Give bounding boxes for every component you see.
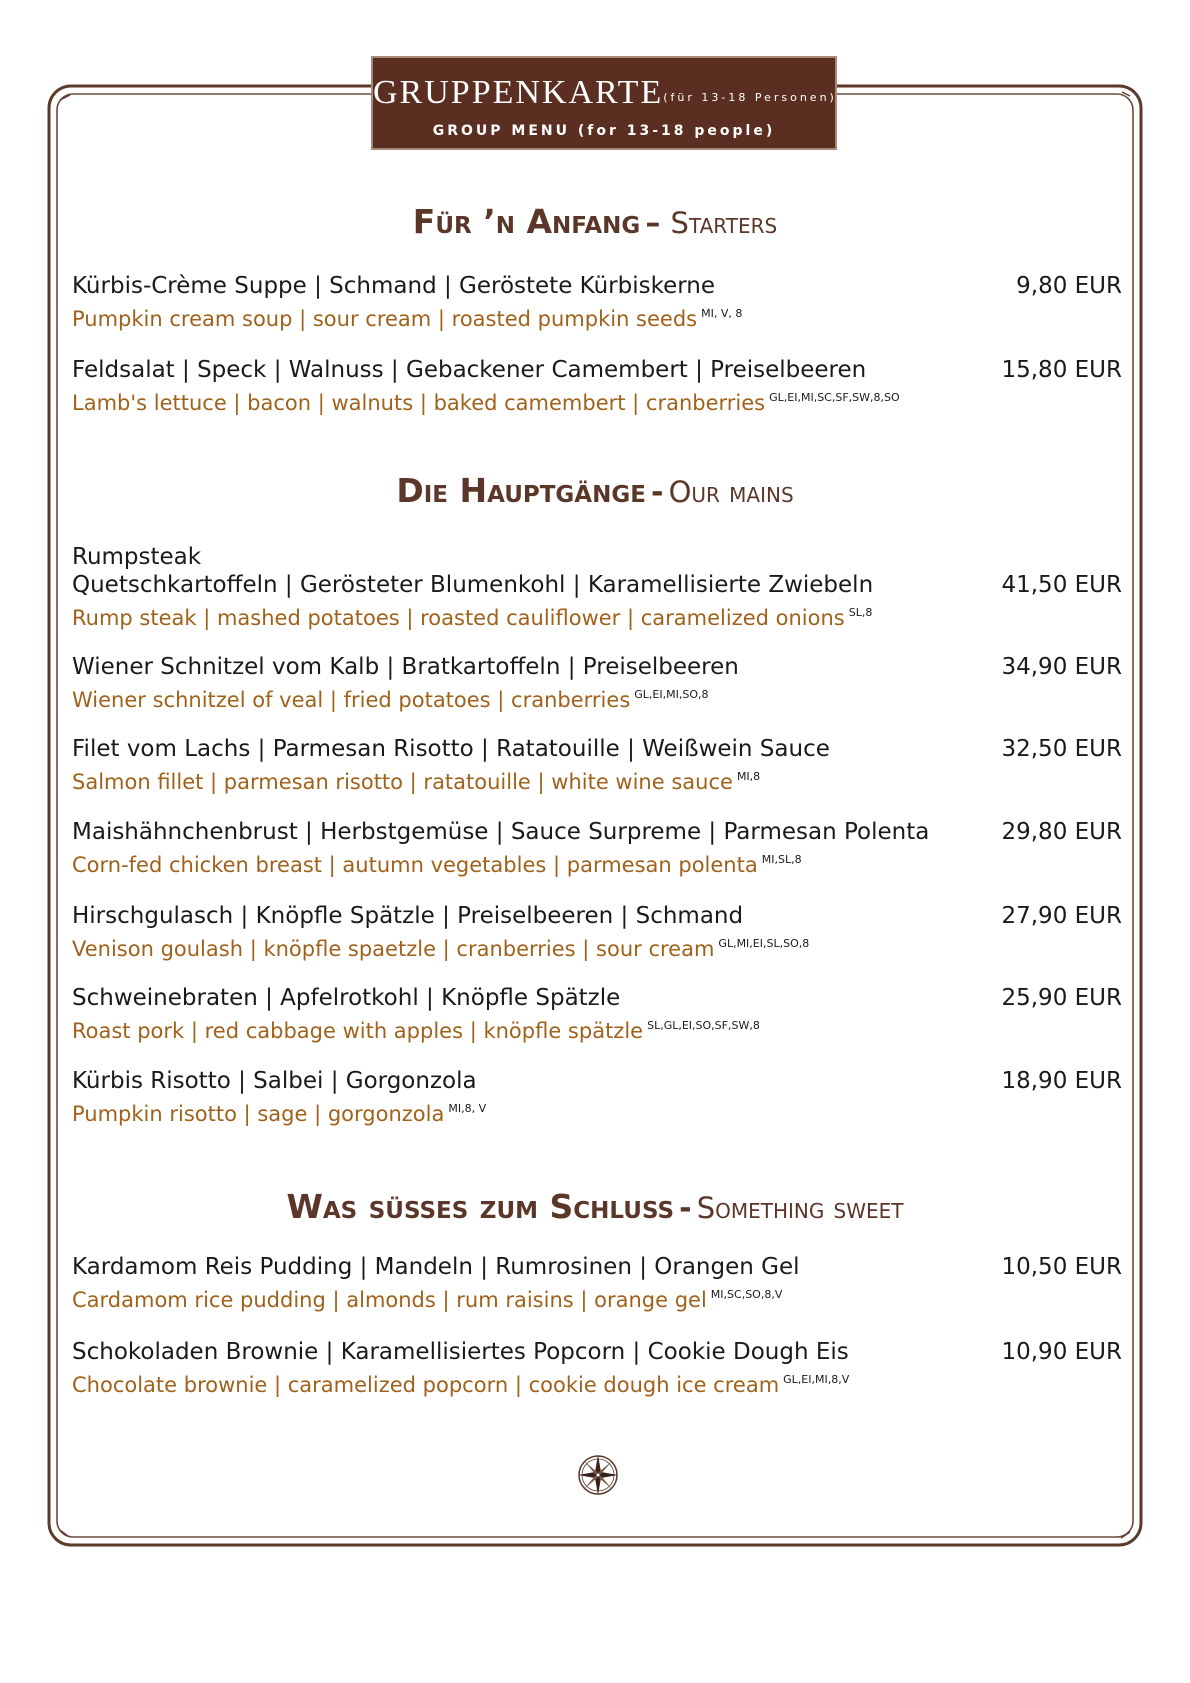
item-name-en: Lamb's lettuce | bacon | walnuts | baked camembert | cranberries $^{GL,EI,MI,SC,SF,SW,8,SO}$ xyxy=(72,391,900,415)
item-allergens: MI,SL,8 xyxy=(761,853,802,866)
item-allergens: GL,EI,MI,SO,8 xyxy=(634,688,709,701)
item-name-en: Venison goulash | knöpfle spaetzle | cranberries | sour cream $^{GL,MI,EI,SL,SO,8}$ xyxy=(72,937,810,961)
item-name-en: Roast pork | red cabbage with apples | knöpfle spätzle $^{SL,GL,EI,SO,SF,SW,8}$ xyxy=(72,1019,760,1043)
item-name-en: Cardamom rice pudding | almonds | rum raisins | orange gel $^{MI,SC,SO,8,V}$ xyxy=(72,1288,783,1312)
menu-item xyxy=(72,272,1122,333)
item-price: 9,80 EUR xyxy=(1016,273,1122,299)
item-name-de: Filet vom Lachs | Parmesan Risotto | Ratatouille | Weißwein Sauce xyxy=(72,736,830,762)
item-name-de: Maishähnchenbrust | Herbstgemüse | Sauce Surpreme | Parmesan Polenta xyxy=(72,819,930,845)
item-allergens: SL,GL,EI,SO,SF,SW,8 xyxy=(647,1019,760,1032)
item-name-en: Corn-fed chicken breast | autumn vegetables | parmesan polenta $^{MI,SL,8}$ xyxy=(72,853,802,877)
item-allergens: GL,EI,MI,SC,SF,SW,8,SO xyxy=(769,391,900,404)
item-price: 25,90 EUR xyxy=(1001,985,1122,1011)
item-name-en: Pumpkin risotto | sage | gorgonzola $^{MI,8, V}$ xyxy=(72,1102,487,1126)
menu-item xyxy=(72,735,1122,796)
item-name-de: Wiener Schnitzel vom Kalb | Bratkartoffeln | Preiselbeeren xyxy=(72,654,739,680)
item-name-de: Schweinebraten | Apfelrotkohl | Knöpfle Spätzle xyxy=(72,985,621,1011)
compass-rose-icon xyxy=(575,1452,621,1498)
item-name-de: Feldsalat | Speck | Walnuss | Gebackener Camembert | Preiselbeeren xyxy=(72,357,867,383)
menu-item xyxy=(72,1253,1122,1314)
item-name-en: Chocolate brownie | caramelized popcorn | cookie dough ice cream $^{GL,EI,MI,8,V}$ xyxy=(72,1373,850,1397)
item-name-de: Kardamom Reis Pudding | Mandeln | Rumrosinen | Orangen Gel xyxy=(72,1254,800,1280)
banner-subtitle: GROUP MENU (for 13-18 people) xyxy=(432,123,776,139)
menu-item xyxy=(72,984,1122,1045)
item-price: 29,80 EUR xyxy=(1001,819,1122,845)
item-name-en: Salmon fillet | parmesan risotto | ratatouille | white wine sauce $^{MI,8}$ xyxy=(72,770,761,794)
item-allergens: GL,MI,EI,SL,SO,8 xyxy=(718,937,810,950)
item-allergens: MI,SC,SO,8,V xyxy=(710,1288,783,1301)
item-price: 10,50 EUR xyxy=(1001,1254,1122,1280)
menu-item xyxy=(72,902,1122,963)
item-price: 34,90 EUR xyxy=(1001,654,1122,680)
banner-title-note: (für 13-18 Personen) xyxy=(663,91,837,104)
item-price: 10,90 EUR xyxy=(1001,1339,1122,1365)
menu-item xyxy=(72,1338,1122,1399)
item-price: 32,50 EUR xyxy=(1001,736,1122,762)
item-allergens: MI,8, V xyxy=(448,1102,487,1115)
banner-title: GRUPPENKARTE(für 13-18 Personen) xyxy=(373,74,837,111)
item-price: 41,50 EUR xyxy=(1001,572,1122,598)
item-name-de: Kürbis-Crème Suppe | Schmand | Geröstete Kürbiskerne xyxy=(72,273,716,299)
section-heading-starters: Für ’n Anfang – Starters xyxy=(412,202,778,241)
item-price: 18,90 EUR xyxy=(1001,1068,1122,1094)
menu-item xyxy=(72,356,1122,417)
section-heading-desserts: Was süsses zum Schluss - Something sweet xyxy=(286,1187,904,1226)
item-allergens: MI,8 xyxy=(736,770,761,783)
item-name-de: Kürbis Risotto | Salbei | Gorgonzola xyxy=(72,1068,477,1094)
item-name-de: Hirschgulasch | Knöpfle Spätzle | Preiselbeeren | Schmand xyxy=(72,903,744,929)
item-name-en: Pumpkin cream soup | sour cream | roasted pumpkin seeds $^{MI, V, 8}$ xyxy=(72,307,743,331)
item-allergens: SL,8 xyxy=(848,606,873,619)
item-name-de: Schokoladen Brownie | Karamellisiertes Popcorn | Cookie Dough Eis xyxy=(72,1339,849,1365)
item-allergens: GL,EI,MI,8,V xyxy=(783,1373,850,1386)
item-allergens: MI, V, 8 xyxy=(701,307,743,320)
item-name-en: Rump steak | mashed potatoes | roasted cauliflower | caramelized onions $^{SL,8}$ xyxy=(72,606,873,630)
item-price: 27,90 EUR xyxy=(1001,903,1122,929)
section-heading-mains: Die Hauptgänge - Our mains xyxy=(396,471,794,510)
menu-banner xyxy=(371,56,837,150)
menu-item xyxy=(72,818,1122,879)
item-price: 15,80 EUR xyxy=(1001,357,1122,383)
menu-item xyxy=(72,1067,1122,1128)
item-pre-name: Rumpsteak xyxy=(72,544,202,570)
menu-item xyxy=(72,653,1122,714)
item-name-de: Quetschkartoffeln | Gerösteter Blumenkohl | Karamellisierte Zwiebeln xyxy=(72,572,874,598)
item-name-en: Wiener schnitzel of veal | fried potatoes | cranberries $^{GL,EI,MI,SO,8}$ xyxy=(72,688,709,712)
menu-item xyxy=(72,543,1122,632)
